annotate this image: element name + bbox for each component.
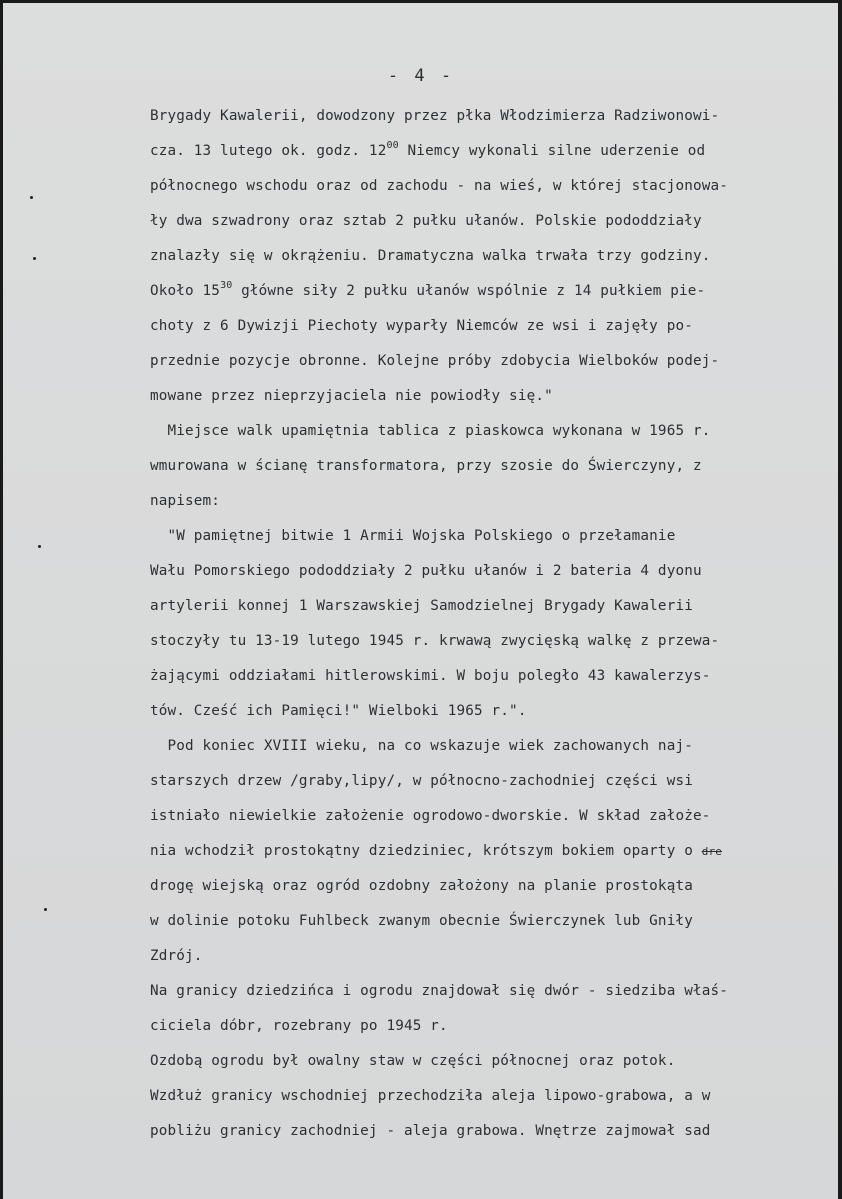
scan-edge-left [0, 0, 3, 1199]
scan-speck [30, 196, 33, 199]
text-line: drogę wiejską oraz ogród ozdobny założony na planie prostokąta [150, 878, 693, 894]
text-line: cza. 13 lutego ok. godz. $12^{00}$ Niemcy wykonali silne uderzenie od [150, 140, 706, 159]
text-line: nia wchodził prostokątny dziedziniec, krótszym bokiem oparty o dre [150, 843, 723, 859]
text-line: ciciela dóbr, rozebrany po 1945 r. [150, 1018, 448, 1034]
page-number: - 4 - [387, 66, 455, 86]
text-line: Miejsce walk upamiętnia tablica z piaskowca wykonana w 1965 r. [150, 423, 711, 439]
text-line: znalazły się w okrążeniu. Dramatyczna walka trwała trzy godziny. [150, 248, 711, 264]
text-line: "W pamiętnej bitwie 1 Armii Wojska Polskiego o przełamanie [150, 528, 676, 544]
text-line: stoczyły tu 13-19 lutego 1945 r. krwawą zwycięską walkę z przewa- [150, 633, 720, 649]
scan-edge-right [838, 0, 842, 1199]
text-line: Ozdobą ogrodu był owalny staw w części północnej oraz potok. [150, 1053, 676, 1069]
superscript-minutes: 00 [386, 140, 399, 151]
text-line: wmurowana w ścianę transformatora, przy szosie do Świerczyny, z [150, 458, 702, 474]
text-line: północnego wschodu oraz od zachodu - na wieś, w której stacjonowa- [150, 178, 728, 194]
struck-out-text: dre [701, 845, 723, 858]
text-line: Wału Pomorskiego pododdziały 2 pułku ułanów i 2 bateria 4 dyonu [150, 563, 702, 579]
scan-speck [44, 908, 47, 911]
text-line: pobliżu granicy zachodniej - aleja grabowa. Wnętrze zajmował sad [150, 1123, 711, 1139]
text-line: Zdrój. [150, 948, 203, 964]
text-line: choty z 6 Dywizji Piechoty wyparły Niemców ze wsi i zajęły po- [150, 318, 693, 334]
scan-speck [38, 545, 41, 548]
text-line: Na granicy dziedzińca i ogrodu znajdował się dwór - siedziba właś- [150, 983, 728, 999]
text-line: artylerii konnej 1 Warszawskiej Samodzielnej Brygady Kawalerii [150, 598, 693, 614]
superscript-minutes: 30 [220, 280, 233, 291]
text-line: ły dwa szwadrony oraz sztab 2 pułku ułanów. Polskie pododdziały [150, 213, 702, 229]
text-line: w dolinie potoku Fuhlbeck zwanym obecnie Świerczynek lub Gniły [150, 913, 693, 929]
text-line: Około $15^{30}$ główne siły 2 pułku ułanów wspólnie z 14 pułkiem pie- [150, 280, 706, 299]
text-line: istniało niewielkie założenie ogrodowo-dworskie. W skład założe- [150, 808, 711, 824]
scan-speck [33, 257, 36, 260]
text-line: tów. Cześć ich Pamięci!" Wielboki 1965 r.". [150, 703, 527, 719]
text-line: Pod koniec XVIII wieku, na co wskazuje wiek zachowanych naj- [150, 738, 693, 754]
scan-edge-top [0, 0, 842, 3]
text-line: przednie pozycje obronne. Kolejne próby zdobycia Wielboków podej- [150, 353, 720, 369]
text-line: żającymi oddziałami hitlerowskimi. W boju poległo 43 kawalerzys- [150, 668, 711, 684]
text-line: Brygady Kawalerii, dowodzony przez płka Włodzimierza Radziwonowi- [150, 108, 720, 124]
text-line: mowane przez nieprzyjaciela nie powiodły się." [150, 388, 553, 404]
text-line: Wzdłuż granicy wschodniej przechodziła aleja lipowo-grabowa, a w [150, 1088, 711, 1104]
text-line: starszych drzew /graby,lipy/, w północno-zachodniej części wsi [150, 773, 693, 789]
text-line: napisem: [150, 493, 221, 509]
